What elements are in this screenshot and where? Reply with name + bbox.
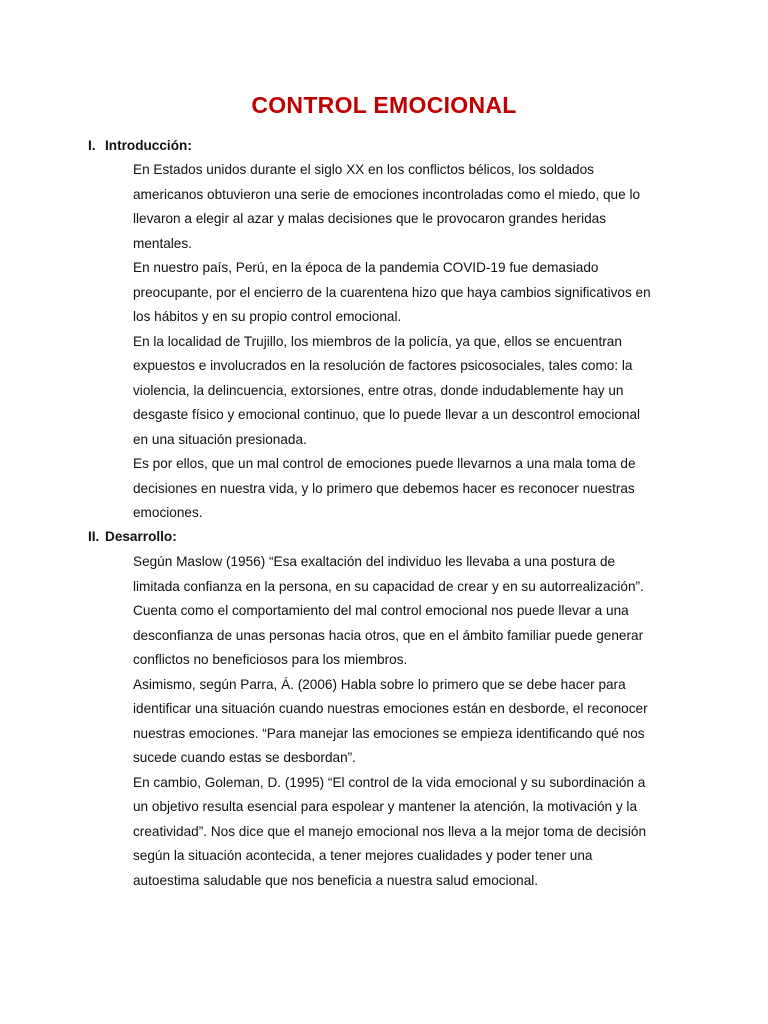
paragraph [133, 673, 673, 771]
text-line: Según Maslow (1956) “Esa exaltación del individuo les llevaba a una postura de [133, 554, 616, 569]
text-line: desconfianza de unas personas hacia otros, que en el ámbito familiar puede generar [133, 627, 644, 643]
text-line: identificar una situación cuando nuestras emociones están en desborde, el reconocer [133, 701, 648, 716]
text-line: americanos obtuvieron una serie de emociones incontroladas como el miedo, que lo [133, 186, 641, 202]
paragraph [133, 158, 673, 256]
text-line: en una situación presionada. [133, 431, 307, 447]
section-body-introduccion [133, 158, 673, 526]
text-line: creatividad”. Nos dice que el manejo emocional nos lleva a la mejor toma de decisión [133, 823, 647, 839]
paragraph [133, 452, 673, 526]
text-line: En nuestro país, Perú, en la época de la pandemia COVID-19 fue demasiado [133, 260, 599, 275]
text-line: En cambio, Goleman, D. (1995) “El control de la vida emocional y su subordinación a [133, 774, 646, 790]
text-line: expuestos e involucrados en la resolución de factores psicosociales, tales como: la [133, 358, 633, 373]
paragraph [133, 330, 673, 453]
text-line: desgaste físico y emocional continuo, que lo puede llevar a un descontrol emocional [133, 407, 641, 422]
text-line: llevaron a elegir al azar y malas decisiones que le provocaron grandes heridas [133, 211, 607, 226]
text-line: autoestima saludable que nos beneficia a nuestra salud emocional. [133, 872, 539, 888]
section-heading-label: Introducción: [105, 138, 192, 153]
text-line: nuestras emociones. “Para manejar las emociones se empieza identificando qué nos [133, 725, 645, 741]
text-line: conflictos no beneficiosos para los miembros. [133, 652, 408, 667]
text-line: un objetivo resulta esencial para espolear y mantener la atención, la motivación y la [133, 799, 638, 814]
text-line: mentales. [133, 235, 192, 251]
section-heading-label: Desarrollo: [105, 529, 177, 544]
text-line: violencia, la delincuencia, extorsiones, entre otras, donde indudablemente hay un [133, 382, 624, 398]
section-heading-desarrollo [88, 528, 177, 546]
section-number: I. [88, 138, 96, 153]
section-body-desarrollo [133, 550, 673, 893]
text-line: Asimismo, según Parra, Á. (2006) Habla sobre lo primero que se debe hacer para [133, 676, 626, 692]
text-line: En Estados unidos durante el siglo XX en los conflictos bélicos, los soldados [133, 162, 594, 177]
text-line: Es por ellos, que un mal control de emociones puede llevarnos a una mala toma de [133, 456, 636, 471]
text-line: según la situación acontecida, a tener mejores cualidades y poder tener una [133, 848, 593, 863]
paragraph [133, 550, 673, 673]
paragraph [133, 256, 673, 330]
section-number: II. [88, 529, 100, 544]
text-line: decisiones en nuestra vida, y lo primero que debemos hacer es reconocer nuestras [133, 480, 635, 496]
section-heading-introduccion [88, 137, 192, 155]
text-line: emociones. [133, 505, 203, 520]
paragraph [133, 771, 673, 894]
document-title: CONTROL EMOCIONAL [251, 92, 517, 118]
text-line: limitada confianza en la persona, en su capacidad de crear y en su autorrealización”. [133, 578, 644, 594]
text-line: sucede cuando estas se desbordan”. [133, 750, 356, 765]
text-line: Cuenta como el comportamiento del mal control emocional nos puede llevar a una [133, 603, 629, 618]
text-line: preocupante, por el encierro de la cuarentena hizo que haya cambios significativos en [133, 284, 651, 300]
text-line: En la localidad de Trujillo, los miembros de la policía, ya que, ellos se encuentran [133, 333, 622, 349]
text-line: los hábitos y en su propio control emocional. [133, 309, 402, 324]
